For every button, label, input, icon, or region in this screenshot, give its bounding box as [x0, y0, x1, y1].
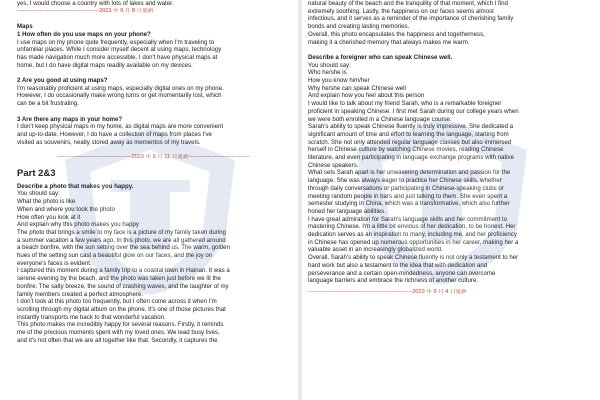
maps-heading: Maps	[17, 23, 33, 31]
cue-card-title: Describe a photo that makes you happy.	[17, 182, 134, 190]
cue-line: And explain how you feel about this person	[308, 92, 425, 100]
cue-line: How often you look at it	[17, 213, 81, 221]
answer-line: mastering Chinese. I'm a little bit envious of her dedication, to be honest. Her	[308, 223, 516, 231]
answer-line: What sets Sarah apart is her unwavering determination and passion for the	[308, 169, 511, 177]
answer-line: semester studying in China, which was a transformative, which also further	[308, 200, 510, 208]
answer-line: This photo makes me incredibly happy for several reasons. Firstly, it reminds	[17, 321, 224, 329]
answer-line: However, I do occasionally make wrong turns or get momentarily lost, which	[17, 92, 222, 100]
answer-line: natural beauty of the beach and the tranquility of that moment, which I find	[308, 0, 508, 7]
question-title: 1 How often do you use maps on your phone?	[17, 30, 151, 38]
answer-line: hard work but also a testament to the idea that with dedication and	[308, 261, 488, 269]
answer-line: home, but I do have digital maps readily available on my devices.	[17, 61, 193, 69]
update-separator: ----------------------------------------2023 年 9 月 11 日更新---------------------------------	[56, 154, 251, 160]
cue-line: What the photo is like	[17, 198, 76, 206]
cue-line: You should say:	[17, 190, 60, 198]
answer-line: everyone's faces is evident.	[17, 259, 92, 267]
update-separator: --------------------------------------------2023 年 9 月 8 日更新	[17, 7, 154, 14]
answer-line: literature, and even participating in language exchange programs with native	[308, 154, 514, 162]
answer-line: I don't keep physical maps in my home, as digital maps are more convenient	[17, 123, 224, 131]
answer-line: hues of the setting sun cast a beautiful glow on our faces, and the joy on	[17, 252, 213, 260]
update-separator: --------------------------------------------------------2023 年 9 月 4 日更新	[308, 289, 467, 295]
answer-line: through daily conversations or participating in Chinese-speaking clubs or	[308, 184, 504, 192]
answer-line: we were both enrolled in a Chinese language course.	[308, 115, 452, 123]
answer-line: meeting random people in bars and just talking to them. She even spent a	[308, 192, 508, 200]
cue-line: You should say:	[308, 61, 351, 69]
answer-line: significant amount of time and effort to learning the language, starting from	[308, 130, 509, 138]
cue-line: And explain why this photo makes you happy	[17, 221, 139, 229]
answer-line: has made navigation much more accessible. I don't have physical maps at	[17, 53, 218, 61]
answer-line: I use maps on my phone quite frequently, especially when I'm traveling to	[17, 38, 215, 46]
answer-line: The photo that brings a smile to my face is a picture of my family taken during	[17, 228, 226, 236]
answer-line: I captured this moment during a family trip to a coastal town in Hainan. It was a	[17, 267, 230, 275]
answer-line: language barriers and embrace the richness of another culture.	[308, 277, 479, 285]
answer-line: infectious, and it serves as a reminder of the importance of cherishing family	[308, 15, 514, 23]
answer-line: in Chinese has opened up numerous opportunities in her career, making her a	[308, 238, 519, 246]
answer-line: unfamiliar places. While I consider myself decent at using maps, technology	[17, 46, 222, 54]
answer-line: perseverance and a certain open-mindedness, anyone can overcome	[308, 269, 496, 277]
intro-line: yes, I would choose a country with lots of lakes and water.	[17, 0, 174, 7]
answer-line: can be a bit frustrating.	[17, 100, 79, 108]
answer-line: visited as souvenirs, neatly stored away as mementos of my travels.	[17, 138, 201, 146]
part-heading: Part 2&3	[17, 167, 56, 179]
question-title: 3 Are there any maps in your home?	[17, 115, 123, 123]
answer-line: scratch. She not only attended regular language classes but also immersed	[308, 138, 512, 146]
answer-line: bonds and creating lasting memories.	[308, 23, 410, 31]
answer-line: serene evening by the beach, and the photo was taken just before we lit the	[17, 275, 221, 283]
answer-line: dedication serves as an inspiration to many, including me, and her proficiency	[308, 231, 517, 239]
answer-line: extremely soothing. Lastly, the happiness on our faces seems almost	[308, 7, 494, 15]
answer-line: family members created a perfect atmosphere.	[17, 290, 143, 298]
answer-line: a summer vacation a few years ago. In this photo, we are all gathered around	[17, 236, 226, 244]
answer-line: Chinese speakers.	[308, 161, 359, 169]
cue-card-title: Describe a foreigner who can speak Chinese well.	[308, 53, 453, 61]
cue-line: Why he/she can speak Chinese well	[308, 84, 406, 92]
answer-line: I would like to talk about my friend Sarah, who is a remarkable foreigner	[308, 100, 502, 108]
answer-line: herself in Chinese culture by watching Chinese movies, reading Chinese	[308, 146, 504, 154]
answer-line: a beach bonfire, with the sun setting over the sea behind us. The warm, golden	[17, 244, 230, 252]
answer-line: language. She was always eager to practice her Chinese skills, whether	[308, 177, 502, 185]
answer-line: me of the precious moments spent with my loved ones. We lead busy lives,	[17, 329, 220, 337]
answer-line: scrolling through my digital album on the phone. It's one of those pictures that	[17, 305, 226, 313]
answer-line: proficient in speaking Chinese. I first met Sarah during our college years when	[308, 107, 519, 115]
answer-line: I'm reasonably proficient at using maps, especially digital ones on my phone.	[17, 84, 224, 92]
answer-line: instantly transports me back to that wonderful vacation.	[17, 313, 166, 321]
answer-line: Sarah's ability to speak Chinese fluently is truly impressive. She dedicated a	[308, 123, 514, 131]
answer-line: and it's not often that we are all together like that. Secondly, it captures the	[17, 336, 218, 344]
question-title: 2 Are you good at using maps?	[17, 77, 108, 84]
answer-line: honed her language abilities.	[308, 207, 386, 215]
answer-line: bonfire. The salty breeze, the sound of crashing waves, and the laughter of my	[17, 282, 229, 290]
cue-line: How you know him/her	[308, 77, 370, 85]
right-page	[302, 0, 600, 400]
answer-line: and up-to-date. However, I do have a collection of maps from places I've	[17, 130, 212, 138]
cue-line: Who he/she is	[308, 69, 347, 77]
answer-line: making it a cherished memory that always makes me warm.	[308, 38, 470, 46]
answer-line: Overall, this photo encapsulates the happiness and togetherness,	[308, 30, 485, 38]
answer-line: Overall, Sarah's ability to speak Chinese fluently is not only a testament to her	[308, 254, 519, 262]
answer-line: I don't look at this photo too frequently, but I often come across it when I'm	[17, 298, 217, 306]
answer-line: valuable asset in an increasingly globalized world.	[308, 246, 443, 254]
answer-line: I have great admiration for Sarah's language skills and her commitment to	[308, 215, 507, 223]
left-page	[0, 0, 298, 400]
cue-line: When and where you took the photo	[17, 205, 115, 213]
